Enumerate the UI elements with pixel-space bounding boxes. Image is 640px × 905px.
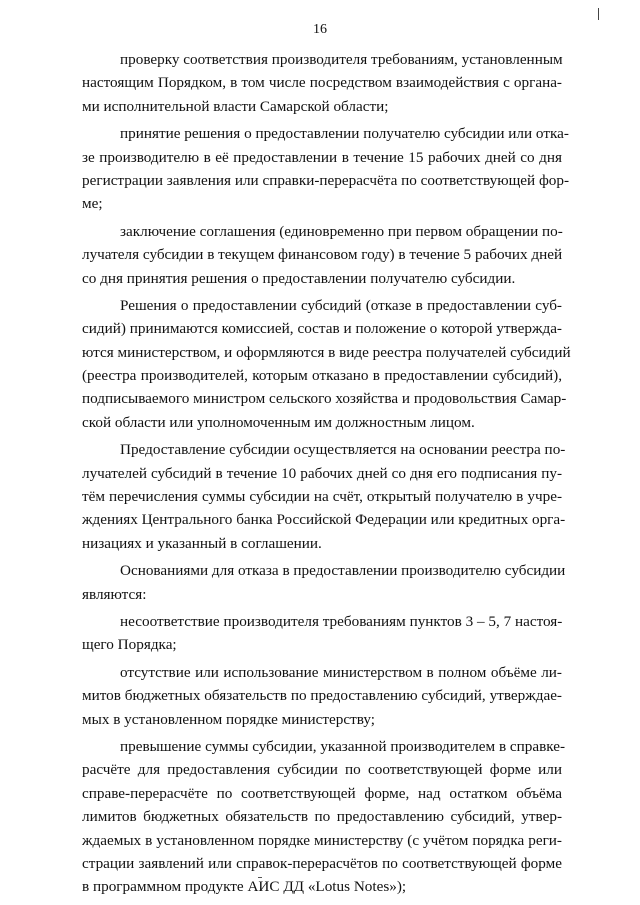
text-line: ми исполнительной власти Самарской области;	[82, 97, 389, 115]
text-line: принятие решения о предоставлении получателю субсидии или отка-	[120, 125, 569, 143]
paragraph	[82, 661, 562, 731]
text-line: Основаниями для отказа в предоставлении производителю субсидии	[120, 562, 566, 580]
text-line: справе-перерасчёте по соответствующей форме, над остатком объёма	[82, 784, 562, 802]
paragraph	[82, 735, 566, 899]
paragraph	[82, 122, 570, 216]
text-line: лимитов бюджетных обязательств по предоставлению субсидий, утвер-	[82, 808, 562, 826]
paragraph	[82, 438, 566, 555]
text-line: настоящим Порядком, в том числе посредством взаимодействия с органа-	[82, 74, 562, 92]
text-line: несоответствие производителя требованиям пунктов 3 – 5, 7 настоя-	[120, 612, 563, 630]
text-line: являются:	[82, 585, 147, 603]
document-body	[82, 48, 571, 899]
text-line: (реестра производителей, которым отказано в предоставлении субсидий),	[82, 367, 562, 385]
text-line: ме;	[82, 195, 103, 213]
text-line: зе производителю в её предоставлении в течение 15 рабочих дней со дня	[82, 148, 562, 166]
text-line: проверку соответствия производителя требованиям, установленным	[120, 51, 563, 68]
text-line: мых в установленном порядке министерству;	[82, 710, 375, 728]
scan-mark	[598, 8, 599, 20]
scan-mark	[258, 877, 262, 878]
text-line: ждениях Центрального банка Российской Федерации или кредитных орга-	[82, 511, 566, 529]
text-line: лучателей субсидий в течение 10 рабочих дней со дня его подписания пу-	[82, 464, 562, 482]
text-line: щего Порядка;	[82, 636, 177, 654]
text-line: митов бюджетных обязательств по предоставлению субсидий, утверждае-	[82, 687, 562, 705]
text-line: Предоставление субсидии осуществляется на основании реестра по-	[120, 441, 566, 459]
text-line: отсутствие или использование министерством в полном объёме ли-	[120, 663, 562, 681]
paragraph	[82, 294, 571, 434]
page-number: 16	[313, 22, 327, 37]
paragraph	[82, 48, 562, 118]
text-line: регистрации заявления или справки-перерасчёта по соответствующей фор-	[82, 171, 570, 189]
text-line: страции заявлений или справок-перерасчётов по соответствующей форме	[82, 854, 562, 872]
text-line: заключение соглашения (единовременно при первом обращении по-	[120, 222, 563, 240]
text-line: Решения о предоставлении субсидий (отказе в предоставлении суб-	[120, 296, 562, 314]
text-line: сидий) принимаются комиссией, состав и положение о которой утвержда-	[82, 320, 562, 338]
text-line: ской области или уполномоченным им должностным лицом.	[82, 413, 475, 431]
paragraph	[82, 559, 566, 606]
paragraph	[82, 220, 562, 290]
paragraph	[82, 610, 562, 657]
text-line: лучателя субсидии в текущем финансовом году) в течение 5 рабочих дней	[82, 246, 563, 264]
text-line: тём перечисления суммы субсидии на счёт, открытый получателю в учре-	[82, 488, 562, 506]
text-line: со дня принятия решения о предоставлении получателю субсидии.	[82, 269, 516, 287]
text-line: в программном продукте АИС ДД «Lotus Notes»);	[82, 878, 407, 896]
text-line: низациях и указанный в соглашении.	[82, 534, 322, 552]
text-line: превышение суммы субсидии, указанной производителем в справке-	[120, 737, 566, 755]
text-line: расчёте для предоставления субсидии по соответствующей форме или	[82, 761, 562, 779]
text-line: ждаемых в установленном порядке министерству (с учётом порядка реги-	[82, 831, 562, 849]
text-line: подписываемого министром сельского хозяйства и продовольствия Самар-	[82, 390, 567, 408]
text-line: ются министерством, и оформляются в виде реестра получателей субсидий	[82, 343, 571, 361]
